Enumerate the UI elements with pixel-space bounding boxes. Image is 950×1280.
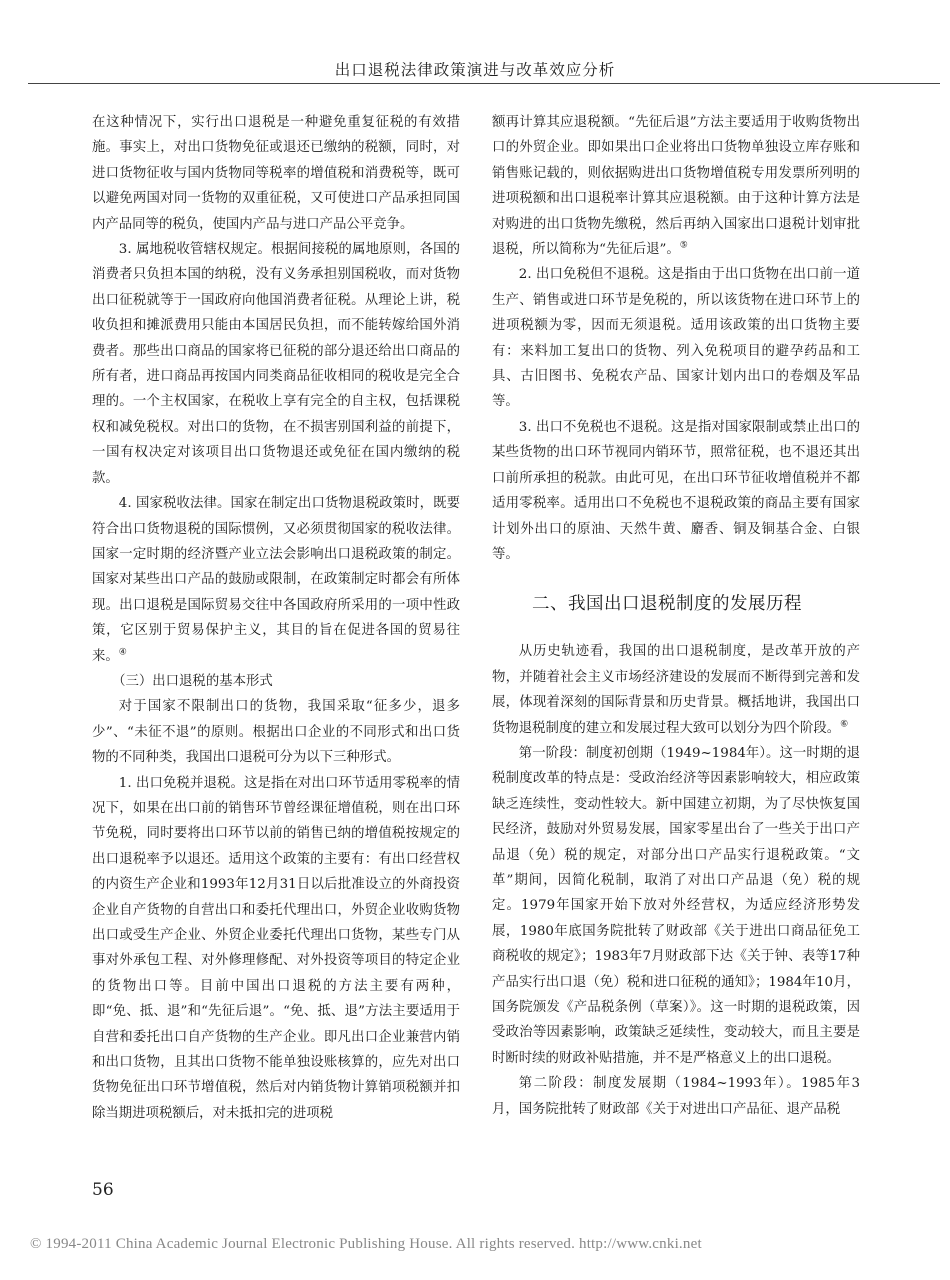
section-heading: 二、我国出口退税制度的发展历程 [532, 594, 802, 615]
paragraph-text: 从历史轨迹看，我国的出口退税制度，是改革开放的产物，并随着社会主义市场经济建设的发展而不断得到完善和发展，体现着深刻的国际背景和历史背景。概括地讲，我国出口货物退税制度的建立和发展过程大致可以划分为四个阶段。 [492, 644, 860, 736]
paragraph: 1. 出口免税并退税。这是指在对出口环节适用零税率的情况下，如果在出口前的销售环节曾经课征增值税，则在出口环节免税，同时要将出口环节以前的销售已纳的增值税按规定的出口退税率予以退还。适用这个政策的主要有：有出口经营权的内资生产企业和1993年12月31日以后批准设立的外商投资企业自产货物的自营出口和委托代理出口，外贸企业收购货物出口或受生产企业、外贸企业委托代理出口货物，某些专门从事对外承包工程、对外修理修配、对外投资等项目的特定企业的货物出口等。目前中国出口退税的方法主要有两种，即“免、抵、退”和“先征后退”。“免、抵、退”方法主要适用于自营和委托出口自产货物的生产企业。即凡出口企业兼营内销和出口货物，且其出口货物不能单独设账核算的，应先对出口货物免征出口环节增值税，然后对内销货物计算销项税额并扣除当期进项税额后，对未抵扣完的进项税 [92, 775, 460, 1121]
footnote-marker: ④ [118, 647, 127, 658]
page-number: 56 [92, 1180, 114, 1200]
paragraph: 2. 出口免税但不退税。这是指由于出口货物在出口前一道生产、销售或进口环节是免税的，所以该货物在进口环节上的进项税额为零，因而无须退税。适用该政策的出口货物主要有：来料加工复出口的货物、列入免税项目的避孕药品和工具、古旧图书、免税农产品、国家计划内出口的卷烟及军品等。 [492, 267, 860, 410]
paragraph [492, 639, 860, 741]
paragraph-text: 额再计算其应退税额。“先征后退”方法主要适用于收购货物出口的外贸企业。即如果出口企业将出口货物单独设立库存账和销售账记载的，则依据购进出口货物增值税专用发票所列明的进项税额和出口退税率计算其应退税额。由于这种计算方法是对购进的出口货物先缴税，然后再纳入国家出口退税计划审批退税，所以简称为“先征后退”。 [492, 115, 860, 258]
footnote-marker: ⑥ [840, 719, 849, 730]
subsection-heading: （三）出口退税的基本形式 [112, 673, 273, 689]
right-column [492, 110, 860, 1122]
paragraph-text: 4. 国家税收法律。国家在制定出口货物退税政策时，既要符合出口货物退税的国际惯例，又必须贯彻国家的税收法律。国家一定时期的经济暨产业立法会影响出口退税政策的制定。国家对某些出口产品的鼓励或限制，在政策制定时都会有所体现。出口退税是国际贸易交往中各国政府所采用的一项中性政策，它区别于贸易保护主义，其目的旨在促进各国的贸易往来。 [92, 496, 460, 664]
header-rule [28, 83, 940, 84]
paragraph [492, 110, 860, 262]
copyright-footer: © 1994-2011 China Academic Journal Electronic Publishing House. All rights reserved. http://www.cnki.net [30, 1236, 702, 1252]
footnote-marker: ⑤ [679, 240, 688, 251]
running-title: 出口退税法律政策演进与改革效应分析 [334, 61, 616, 79]
paragraph: 3. 属地税收管辖权规定。根据间接税的属地原则，各国的消费者只负担本国的纳税，没有义务承担别国税收，而对货物出口征税就等于一国政府向他国消费者征税。从理论上讲，税收负担和摊派费用只能由本国居民负担，而不能转嫁给国外消费者。那些出口商品的国家将已征税的部分退还给出口商品的所有者，进口商品再按国内同类商品征收相同的税收是完全合理的。一个主权国家，在税收上享有完全的自主权，包括课税权和减免税权。对出口的货物，在不损害别国利益的前提下，一国有权决定对该项目出口货物退还或免征在国内缴纳的税款。 [92, 242, 460, 486]
paragraph: 3. 出口不免税也不退税。这是指对国家限制或禁止出口的某些货物的出口环节视同内销环节，照常征税，也不退还其出口前所承担的税款。由此可见，在出口环节征收增值税并不都适用零税率。适用出口不免税也不退税政策的商品主要有国家计划外出口的原油、天然牛黄、麝香、铜及铜基合金、白银等。 [492, 419, 860, 562]
paragraph: 第一阶段：制度初创期（1949~1984年）。这一时期的退税制度改革的特点是：受政治经济等因素影响较大，相应政策缺乏连续性，变动性较大。新中国建立初期，为了尽快恢复国民经济，鼓励对外贸易发展，国家零星出台了一些关于出口产品退（免）税的规定，对部分出口产品实行退税政策。“文革”期间，因简化税制，取消了对出口产品退（免）税的规定。1979年国家开始下放对外经营权，为适应经济形势发展，1980年底国务院批转了财政部《关于进出口商品征免工商税收的规定》；1983年7月财政部下达《关于钟、表等17种产品实行出口退（免）税和进口征税的通知》；1984年10月，国务院颁发《产品税条例（草案）》。这一时期的退税政策，因受政治等因素影响，政策缺乏延续性，变动较大，而且主要是时断时续的财政补贴措施，并不是严格意义上的出口退税。 [492, 745, 860, 1066]
paragraph: 在这种情况下，实行出口退税是一种避免重复征税的有效措施。事实上，对出口货物免征或退还已缴纳的税额，同时，对进口货物征收与国内货物同等税率的增值税和消费税等，既可以避免两国对同一货物的双重征税，又可使进口产品承担同国内产品同等的税负，使国内产品与进口产品公平竞争。 [92, 115, 460, 232]
left-column [92, 110, 460, 1126]
paragraph: 对于国家不限制出口的货物，我国采取“征多少，退多少”、“未征不退”的原则。根据出口企业的不同形式和出口货物的不同种类，我国出口退税可分为以下三种形式。 [92, 699, 460, 766]
paragraph: 第二阶段：制度发展期（1984~1993年）。1985年3月，国务院批转了财政部《关于对进出口产品征、退产品税 [492, 1076, 860, 1117]
paragraph [92, 491, 460, 669]
